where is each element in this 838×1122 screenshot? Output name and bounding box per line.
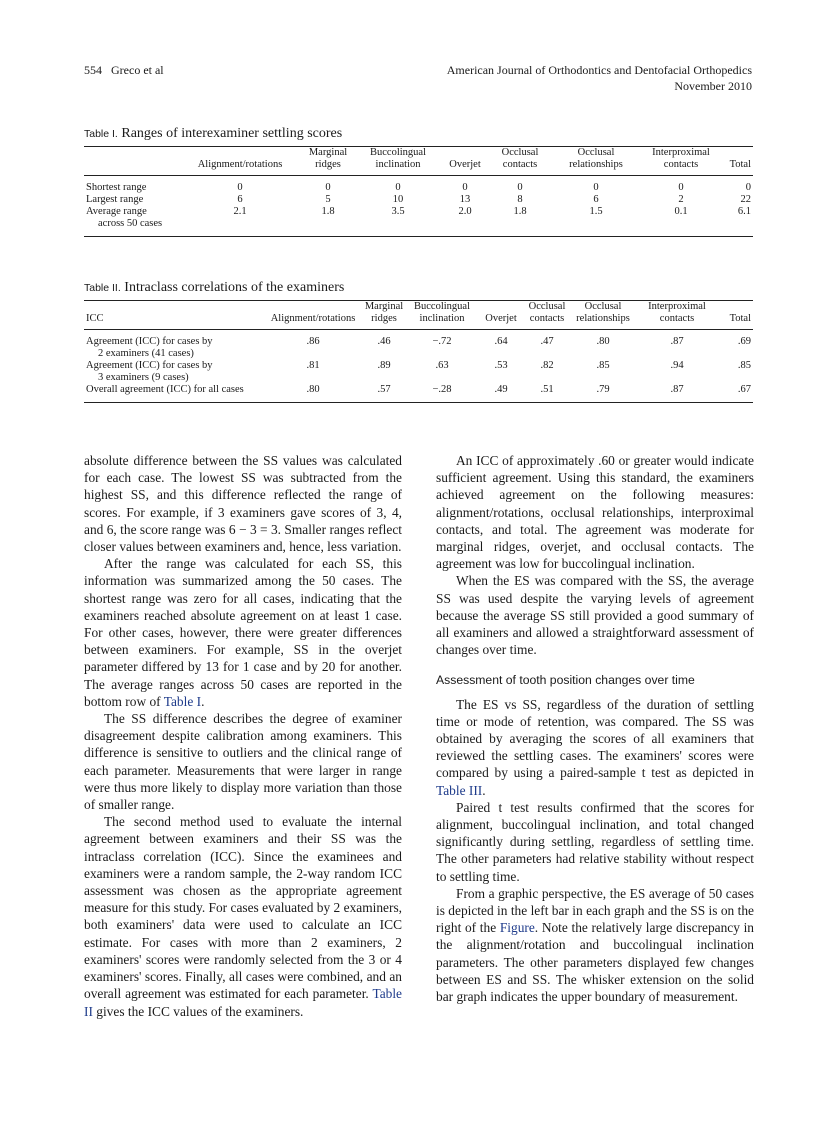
table-cell: .79	[570, 384, 636, 403]
table1	[84, 146, 753, 237]
table-row	[84, 206, 753, 237]
table-cell: .94	[670, 360, 684, 371]
column-header: Occlusal relationships	[550, 147, 642, 176]
column-header: Total	[718, 301, 753, 330]
table-cell: 6	[237, 194, 243, 205]
table-cell: .69	[737, 336, 751, 347]
table-cell: .46	[377, 336, 391, 347]
table-cell: 0	[678, 182, 684, 193]
table1-title: Ranges of interexaminer settling scores	[121, 126, 343, 141]
author-name: Greco et al	[111, 63, 164, 77]
row-label: Shortest range	[86, 182, 147, 193]
table-cell: .67	[718, 384, 753, 403]
table-cell: −.28	[406, 384, 478, 403]
column-header: Alignment/rotations	[180, 147, 300, 176]
column-header: Occlusal contacts	[490, 147, 550, 176]
column-header: Buccolingual inclination	[356, 147, 440, 176]
table-cell: 2.0	[440, 206, 490, 237]
table-cell: 8	[517, 194, 523, 205]
row-label: Overall agreement (ICC) for all cases	[84, 384, 264, 403]
table-cell: 6.1	[720, 206, 753, 237]
column-header: Marginal ridges	[362, 301, 406, 330]
table2-caption	[84, 280, 344, 296]
table1-header-row	[84, 147, 753, 176]
body-column-left	[84, 452, 402, 1020]
table3-link[interactable]: Table III	[436, 782, 483, 798]
table2	[84, 300, 753, 403]
body-column-right	[436, 452, 754, 1005]
table-cell: 0	[517, 182, 523, 193]
table-cell: 0	[745, 182, 751, 193]
column-header: Buccolingual inclination	[406, 301, 478, 330]
body-paragraph: The SS difference describes the degree of examiner disagreement despite calibration among examiners. This difference is sensitive to outliers and the clinical range of each parameter. Measurements that were larger in range were thus more likely to display more variation than those of smaller range.	[84, 711, 402, 813]
table-cell: .47	[540, 336, 554, 347]
table2-header-row	[84, 301, 753, 330]
table-cell: 0	[237, 182, 243, 193]
table-cell: .51	[524, 384, 570, 403]
body-paragraph: The second method used to evaluate the internal agreement between examiners and their SS was the intraclass correlation (ICC). Since the examinees and examiners were a random sample, the 2-way random ICC assessment was chosen as the appropriate agreement measure for this study. For cases evaluated by 2 examiners, both examiners' data were used to calculate an ICC estimate. For cases with more than 2 examiners, 2 examiners' scores were randomly selected from the 3 or 4 examiners' scores. Finally, all cases were combined, and an overall agreement was estimated for each parameter. Table II gives the ICC values of the examiners.	[84, 814, 402, 1019]
row-label: Largest range	[86, 194, 144, 205]
table-row	[84, 194, 753, 206]
journal-name: American Journal of Orthodontics and Dentofacial Orthopedics	[446, 63, 752, 77]
running-header-right	[447, 62, 752, 94]
column-header: Overjet	[478, 301, 524, 330]
table-cell: 13	[459, 194, 471, 205]
table-row	[84, 176, 753, 195]
table2-label: Table II.	[84, 282, 121, 294]
running-header-left	[84, 62, 164, 78]
table-cell: 6	[593, 194, 599, 205]
table-row	[84, 330, 753, 361]
table-cell: .57	[362, 384, 406, 403]
table-cell: .82	[540, 360, 554, 371]
table-cell: −.72	[432, 336, 452, 347]
table-cell: 2.1	[180, 206, 300, 237]
body-paragraph: absolute difference between the SS values was calculated for each case. The lowest SS was subtracted from the highest SS, and this difference reflected the range of scores. For example, if 3 examiners gave scores of 3, 4, and 6, the score range was 6 − 3 = 3. Smaller ranges reflect closer values between examiners and, hence, less variation.	[84, 453, 402, 555]
table-cell: 10	[392, 194, 404, 205]
table-cell: .63	[435, 360, 449, 371]
column-header: Alignment/rotations	[264, 301, 362, 330]
table-cell: .49	[478, 384, 524, 403]
table-cell: 22	[740, 194, 751, 205]
column-header	[84, 147, 180, 176]
table-cell: .85	[596, 360, 610, 371]
table-cell: 1.5	[550, 206, 642, 237]
column-header: Marginal ridges	[300, 147, 356, 176]
body-paragraph: After the range was calculated for each SS, this information was summarized among the 50 cases. The shortest range was zero for all cases, indicating that the examiners reached absolute agreement on at least 1 case. For other cases, however, there were greater differences between examiners. For example, SS in the overjet parameter differed by 13 for 1 case and by 20 for another. The average ranges across 50 cases are reported in the bottom row of Table I.	[84, 556, 402, 709]
table-cell: 0	[593, 182, 599, 193]
page-number: 554	[84, 63, 102, 77]
row-label: Average range across 50 cases	[84, 206, 180, 237]
column-header: Overjet	[440, 147, 490, 176]
table-cell: 0	[462, 182, 468, 193]
column-header: Occlusal contacts	[524, 301, 570, 330]
table-row	[84, 360, 753, 384]
column-header: Occlusal relationships	[570, 301, 636, 330]
body-paragraph: The ES vs SS, regardless of the duration of settling time or mode of retention, was compared. The SS was obtained by averaging the scores of all examiners that reviewed the settling cases. The examiners' scores were compared by using a paired-sample t test as depicted in Table III.	[436, 696, 754, 798]
column-header: Total	[720, 147, 753, 176]
section-heading: Assessment of tooth position changes over time	[436, 673, 695, 688]
issue-date: November 2010	[674, 79, 752, 93]
table-row	[84, 384, 753, 403]
table-cell: 1.8	[300, 206, 356, 237]
table-cell: .80	[596, 336, 610, 347]
column-header: ICC	[84, 301, 264, 330]
table-cell: .64	[494, 336, 508, 347]
table1-label: Table I.	[84, 128, 118, 140]
table2-link[interactable]: Table II	[84, 986, 402, 1019]
table-cell: 0.1	[642, 206, 720, 237]
table-cell: .81	[306, 360, 320, 371]
table-cell: .80	[264, 384, 362, 403]
table1-caption	[84, 126, 342, 142]
table-cell: .86	[306, 336, 320, 347]
table-cell: 1.8	[490, 206, 550, 237]
body-paragraph: Paired t test results confirmed that the scores for alignment, buccolingual inclination, and total changed significantly during settling, regardless of settling time. The other parameters had relative stability without respect to settling time.	[436, 799, 754, 884]
table1-link[interactable]: Table I	[163, 693, 202, 709]
row-label: Agreement (ICC) for cases by 2 examiners (41 cases)	[86, 336, 213, 359]
table-cell: .87	[670, 336, 684, 347]
table-cell: 2	[678, 194, 684, 205]
row-label: Agreement (ICC) for cases by 3 examiners (9 cases)	[86, 360, 213, 383]
table-cell: .53	[494, 360, 508, 371]
table-cell: 0	[395, 182, 401, 193]
table-cell: 3.5	[356, 206, 440, 237]
figure-link[interactable]: Figure	[499, 920, 535, 936]
body-paragraph: An ICC of approximately .60 or greater would indicate sufficient agreement. Using this standard, the examiners achieved agreement on the following measures: alignment/rotations, occlusal relationships, interproximal contacts, and total. The agreement was moderate for marginal ridges, overjet, and occlusal contacts. The agreement was low for buccolingual inclination.	[436, 453, 754, 572]
body-paragraph: When the ES was compared with the SS, the average SS was used despite the varying levels of agreement because the average SS still provided a good summary of all examiners and allowed a straightforward assessment of changes over time.	[436, 573, 754, 658]
table2-title: Intraclass correlations of the examiners	[124, 280, 345, 295]
table-cell: .89	[377, 360, 391, 371]
table-cell: .85	[737, 360, 751, 371]
body-paragraph: From a graphic perspective, the ES average of 50 cases is depicted in the left bar in each graph and the SS is on the right of the Figure. Note the relatively large discrepancy in the alignment/rotation and buccolingual inclination parameters. The other parameters displayed few changes between ES and SS. The whisker extension on the solid bar graph indicates the upper boundary of measurement.	[436, 885, 754, 1005]
table-cell: .87	[636, 384, 718, 403]
column-header: Interproximal contacts	[642, 147, 720, 176]
column-header: Interproximal contacts	[636, 301, 718, 330]
table-cell: 0	[325, 182, 331, 193]
table-cell: 5	[325, 194, 331, 205]
